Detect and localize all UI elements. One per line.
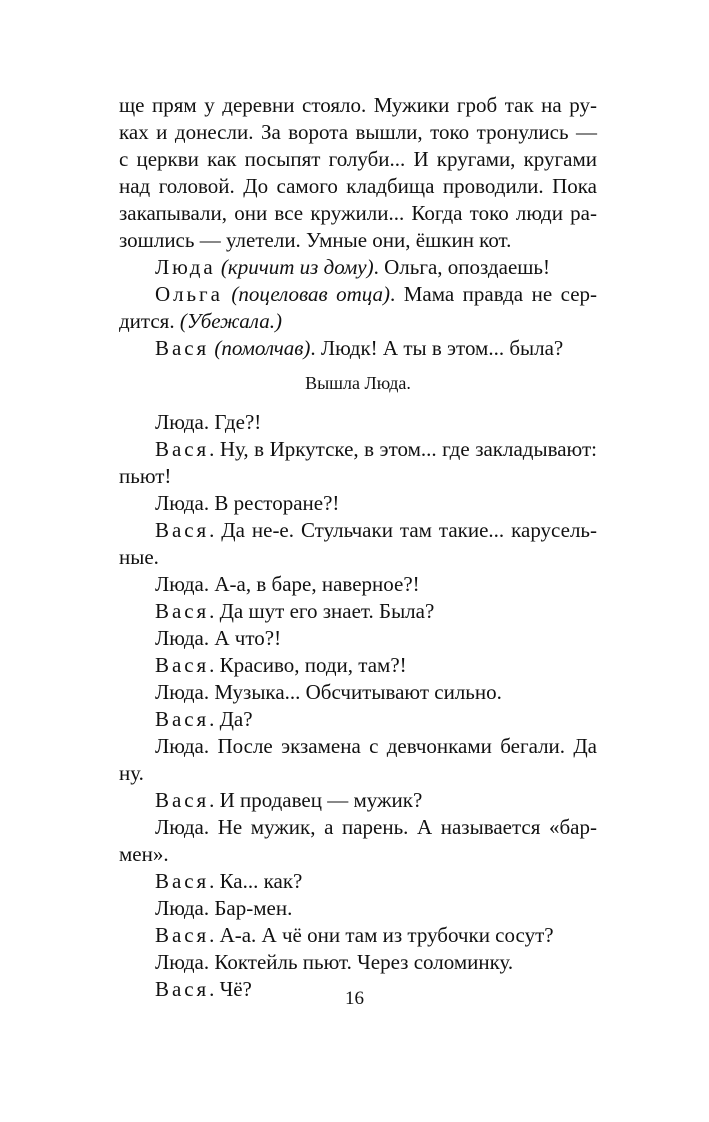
dialogue-line <box>119 436 597 490</box>
dialogue-line <box>119 254 597 281</box>
dialogue-line <box>119 733 597 787</box>
speech-text: . Да шут его знает. Была? <box>209 599 435 623</box>
speech-text: . А-а. А чё они там из трубочки сосут? <box>209 923 554 947</box>
dialogue-line <box>119 281 597 308</box>
opening-line: ще прям у деревни стояло. Мужики гроб так на ру- <box>119 93 597 117</box>
speech-text: . Да не-е. Стульчаки там такие... карусель-ные. <box>119 518 597 569</box>
opening-line: над головой. До самого кладбища проводили. Пока <box>119 174 597 198</box>
speaker-name: Люда <box>155 680 204 704</box>
speaker-name: Вася <box>155 437 210 461</box>
dialogue-line <box>119 517 597 571</box>
speaker-name: Вася <box>155 518 210 542</box>
speech-text: . И продавец — мужик? <box>209 788 423 812</box>
dialogue-line <box>119 814 597 868</box>
speaker-name: Вася <box>155 977 210 1001</box>
dialogue-line <box>119 706 597 733</box>
speech-text: . Где?! <box>203 410 262 434</box>
dialogue-line <box>119 787 597 814</box>
speaker-name: Люда <box>155 950 204 974</box>
speaker-name: Вася <box>155 653 210 677</box>
page-number: 16 <box>345 988 364 1009</box>
speaker-name: Люда <box>155 410 204 434</box>
speech-text: . Красиво, поди, там?! <box>209 653 407 677</box>
speaker-name: Вася <box>155 707 210 731</box>
opening-line: зошлись — улетели. Умные они, ёшкин кот. <box>119 228 512 252</box>
dialogue-line <box>119 922 597 949</box>
speaker-name: Люда <box>155 626 204 650</box>
speaker-name: Люда <box>155 734 204 758</box>
speaker-name: Вася <box>155 923 210 947</box>
speech-text: . А что?! <box>203 626 282 650</box>
dialogue-line <box>119 490 597 517</box>
speech-text: . А-а, в баре, наверное?! <box>203 572 420 596</box>
stage-direction: (помолчав) <box>214 336 311 360</box>
dialogue-line-continued <box>119 308 597 335</box>
speech-text: . Чё? <box>209 977 252 1001</box>
dialogue-line <box>119 625 597 652</box>
opening-line: ках и донесли. За ворота вышли, токо тронулись — <box>119 120 597 144</box>
dialogue-line <box>119 895 597 922</box>
speech-text: . Да? <box>209 707 253 731</box>
speaker-name: Ольга <box>155 282 223 306</box>
speech-text: . Мама правда не сер- <box>390 282 598 306</box>
page-text <box>119 92 597 1003</box>
dialogue-line <box>119 652 597 679</box>
stage-direction: (кричит из дому) <box>220 255 374 279</box>
dialogue-line <box>119 868 597 895</box>
stage-direction-centered: Вышла Люда. <box>305 373 411 393</box>
dialogue-line <box>119 679 597 706</box>
dialogue-line <box>119 949 597 976</box>
stage-direction: (Убежала.) <box>179 309 282 333</box>
speaker-name: Люда <box>155 572 204 596</box>
opening-line: закапывали, они все кружили... Когда токо люди ра- <box>119 201 597 225</box>
speaker-name: Люда <box>155 255 216 279</box>
speech-text: дится. <box>119 309 180 333</box>
dialogue-line <box>119 571 597 598</box>
dialogue-line <box>119 598 597 625</box>
speaker-name: Вася <box>155 869 210 893</box>
dialogue-line <box>119 409 597 436</box>
speaker-name: Вася <box>155 336 210 360</box>
dialogue-line <box>119 335 597 362</box>
speaker-name: Люда <box>155 896 204 920</box>
speech-text: . Бар-мен. <box>203 896 293 920</box>
speaker-name: Люда <box>155 815 204 839</box>
speaker-name: Люда <box>155 491 204 515</box>
speaker-name: Вася <box>155 599 210 623</box>
speech-text: . Ольга, опоздаешь! <box>373 255 551 279</box>
speech-text: . Не мужик, а парень. А называется «бар-мен». <box>119 815 597 866</box>
speech-text: . После экзамена с девчонками бегали. Да ну. <box>119 734 597 785</box>
speech-text: . Людк! А ты в этом... была? <box>310 336 564 360</box>
speech-text: . Ну, в Иркутске, в этом... где закладывают: пьют! <box>119 437 597 488</box>
speaker-name: Вася <box>155 788 210 812</box>
speech-text: . В ресторане?! <box>203 491 340 515</box>
stage-direction: (поцеловав отца) <box>231 282 391 306</box>
speech-text: . Коктейль пьют. Через соломинку. <box>203 950 514 974</box>
speech-text: . Ка... как? <box>209 869 303 893</box>
speech-text: . Музыка... Обсчитывают сильно. <box>203 680 502 704</box>
opening-line: с церкви как посыпят голуби... И кругами, кругами <box>119 147 597 171</box>
